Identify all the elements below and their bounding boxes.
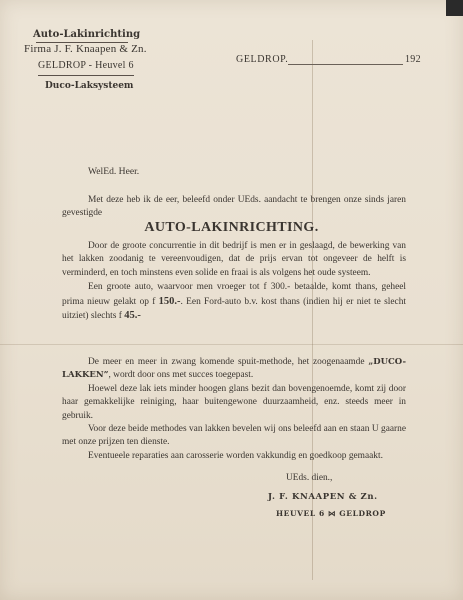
letterhead-system: Duco-Laksysteem <box>45 81 134 91</box>
duco-brand: „DUCO-LAKKEN” <box>62 357 406 381</box>
salutation: WelEd. Heer. <box>88 166 140 177</box>
paragraph-3 <box>62 356 406 383</box>
signature-address: HEUVEL 6 ⋈ GELDROP <box>276 509 386 518</box>
paragraph-2-before: Een groote auto, waarvoor men vroeger tot f 300.- betaalde, komt thans, geheel prima nieuw gelakt op f <box>62 282 406 307</box>
price-ford: 45.- <box>124 310 141 322</box>
closing: UEds. dien., <box>286 473 333 483</box>
intro-paragraph <box>62 194 406 221</box>
letterhead-rule-2 <box>38 75 134 76</box>
paragraph-5: Voor deze beide methodes van lakken bevelen wij ons beleefd aan en staan U gaarne met onze prijzen ten dienste. <box>62 424 406 448</box>
paragraph-1: Door de groote concurrentie in dit bedrijf is men er in geslaagd, de bewerking van het lakken zoodanig te vereenvoudigen, dat de prijs ervan tot ongeveer de helft is verminderd, en toch minstens even solide en fraai is als volgens het oude systeem. <box>62 241 406 278</box>
paragraph-2-middle: . Een Ford-auto b.v. kost thans (indien hij er niet te slecht uitziet) slechts f <box>62 296 406 322</box>
date-rule <box>288 64 403 65</box>
paragraph-2 <box>62 281 406 323</box>
year-label: 192 <box>405 54 421 65</box>
letterhead-business: Auto-Lakinrichting <box>33 29 141 40</box>
paragraph-3-before: De meer en meer in zwang komende spuit-methode, het zoogenaamde <box>88 357 365 367</box>
body-block-2 <box>62 356 406 463</box>
letterhead-address: GELDROP - Heuvel 6 <box>38 60 134 71</box>
paragraph-6: Eventueele reparaties aan carosserie worden vakkundig en goedkoop gemaakt. <box>88 450 383 461</box>
intro-text: Met deze heb ik de eer, beleefd onder UEds. aandacht te brengen onze sinds jaren gevestigde <box>62 195 406 219</box>
paragraph-3-after: , wordt door ons met succes toegepast. <box>108 370 254 381</box>
paragraph-4: Hoewel deze lak iets minder hoogen glans bezit dan bovengenoemde, komt zij door haar gemakkelijke reiniging, haar buitengewone duurzaamheid, enz. steeds meer in gebruik. <box>62 383 406 421</box>
body-block-1 <box>62 240 406 323</box>
letterhead-firm: Firma J. F. Knaapen & Zn. <box>24 43 147 55</box>
fold-line-horizontal <box>0 344 463 345</box>
scan-corner-mark <box>446 0 463 16</box>
place-label: GELDROP. <box>236 54 289 65</box>
document-title: AUTO-LAKINRICHTING. <box>144 220 319 235</box>
price-large-car: 150.- <box>158 295 181 307</box>
signature-firm: J. F. KNAAPEN & Zn. <box>268 492 378 502</box>
